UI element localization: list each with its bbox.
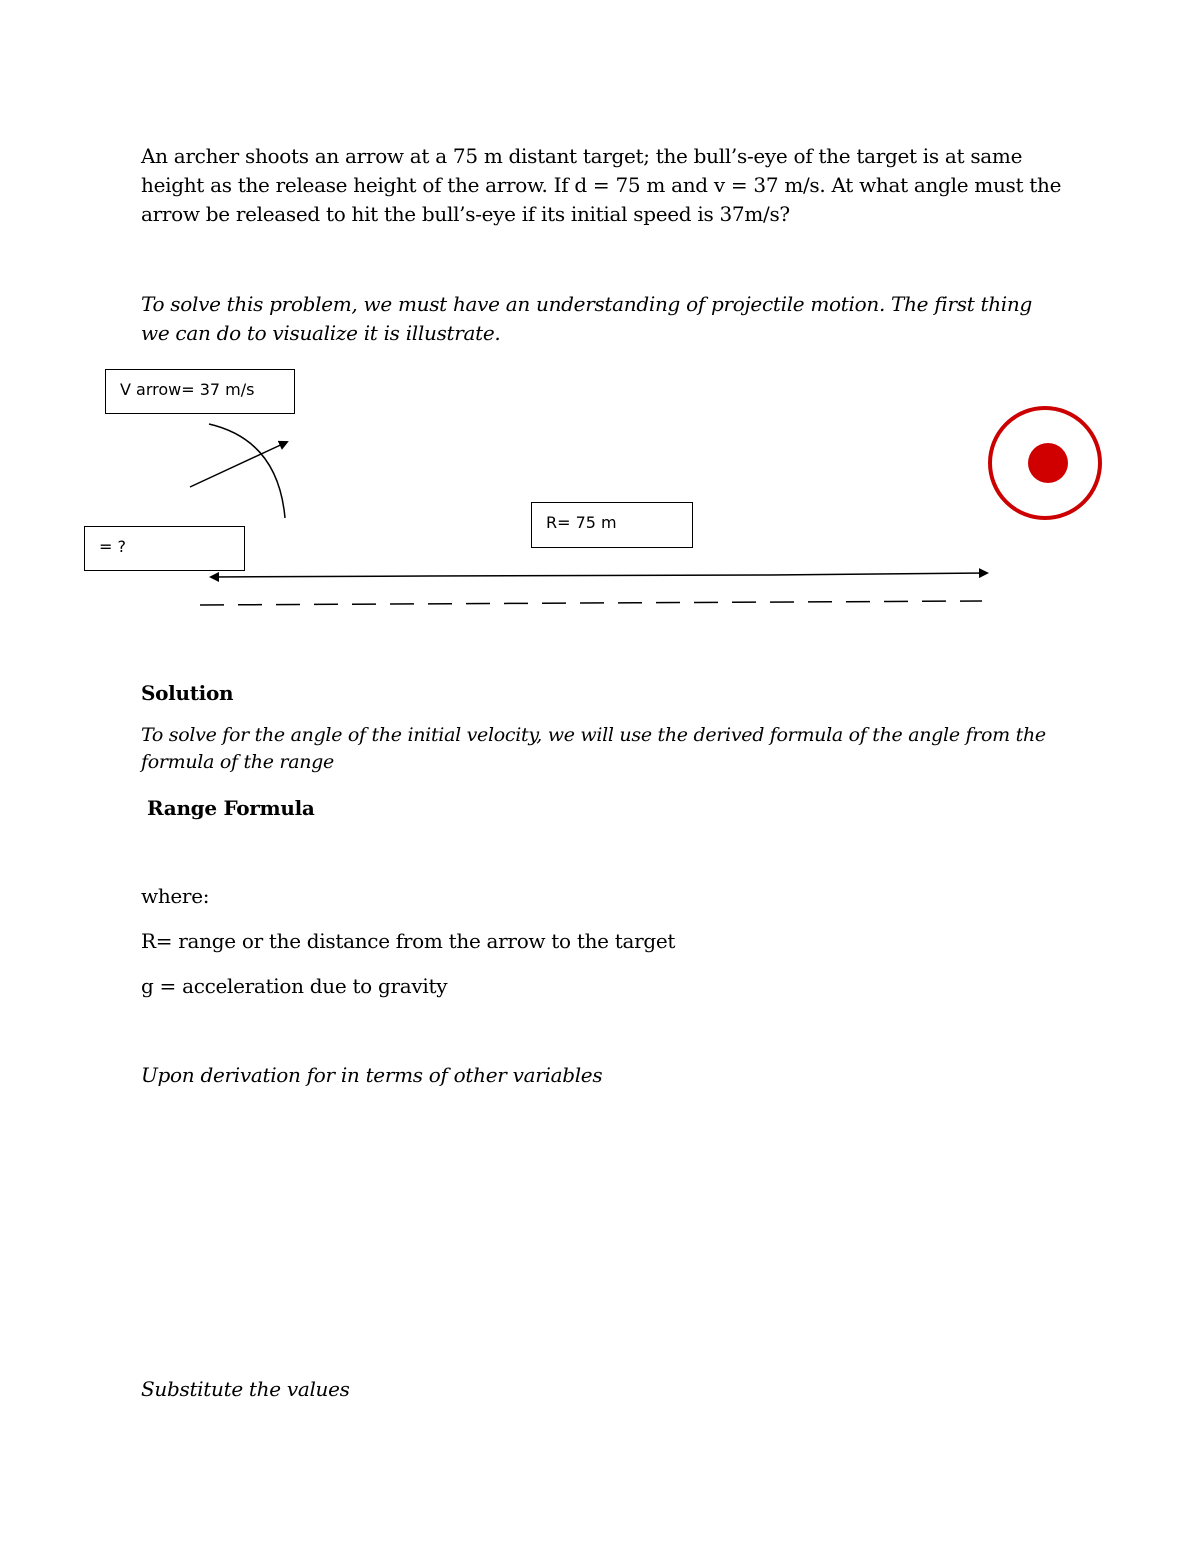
launch-arrow-icon [190, 442, 287, 487]
range-formula-heading: Range Formula [147, 796, 315, 820]
bullseye-icon [1028, 443, 1068, 483]
angle-label: = ? [99, 537, 126, 556]
solution-paragraph: To solve for the angle of the initial velocity, we will use the derived formula of the angle from the formula of the range [141, 724, 1046, 773]
velocity-label-box [105, 369, 295, 414]
where-label: where: [141, 884, 210, 908]
angle-arc-icon [209, 424, 285, 518]
velocity-label: V arrow= 37 m/s [120, 380, 255, 399]
range-label-box [531, 502, 693, 548]
range-arrow-line [430, 575, 770, 576]
intro-paragraph: To solve this problem, we must have an understanding of projectile motion. The first thing we can do to visualize it is illustrate. [141, 292, 1032, 345]
definition-gravity: g = acceleration due to gravity [141, 974, 448, 998]
solution-heading: Solution [141, 681, 234, 705]
substitute-paragraph: Substitute the values [141, 1377, 350, 1401]
ground-dashed-line [200, 601, 982, 605]
range-arrow-right-icon [770, 573, 987, 575]
problem-statement: An archer shoots an arrow at a 75 m distant target; the bull’s-eye of the target is at same height as the release height of the arrow. If d = 75 m and v = 37 m/s. At what angle must the arrow be released to hit the bull’s-eye if its initial speed is 37m/s? [141, 144, 1062, 226]
range-label: R= 75 m [546, 513, 617, 532]
definition-range: R= range or the distance from the arrow to the target [141, 929, 676, 953]
angle-label-box [84, 526, 245, 571]
range-arrow-left-icon [211, 576, 430, 577]
derivation-paragraph: Upon derivation for in terms of other variables [141, 1063, 603, 1087]
